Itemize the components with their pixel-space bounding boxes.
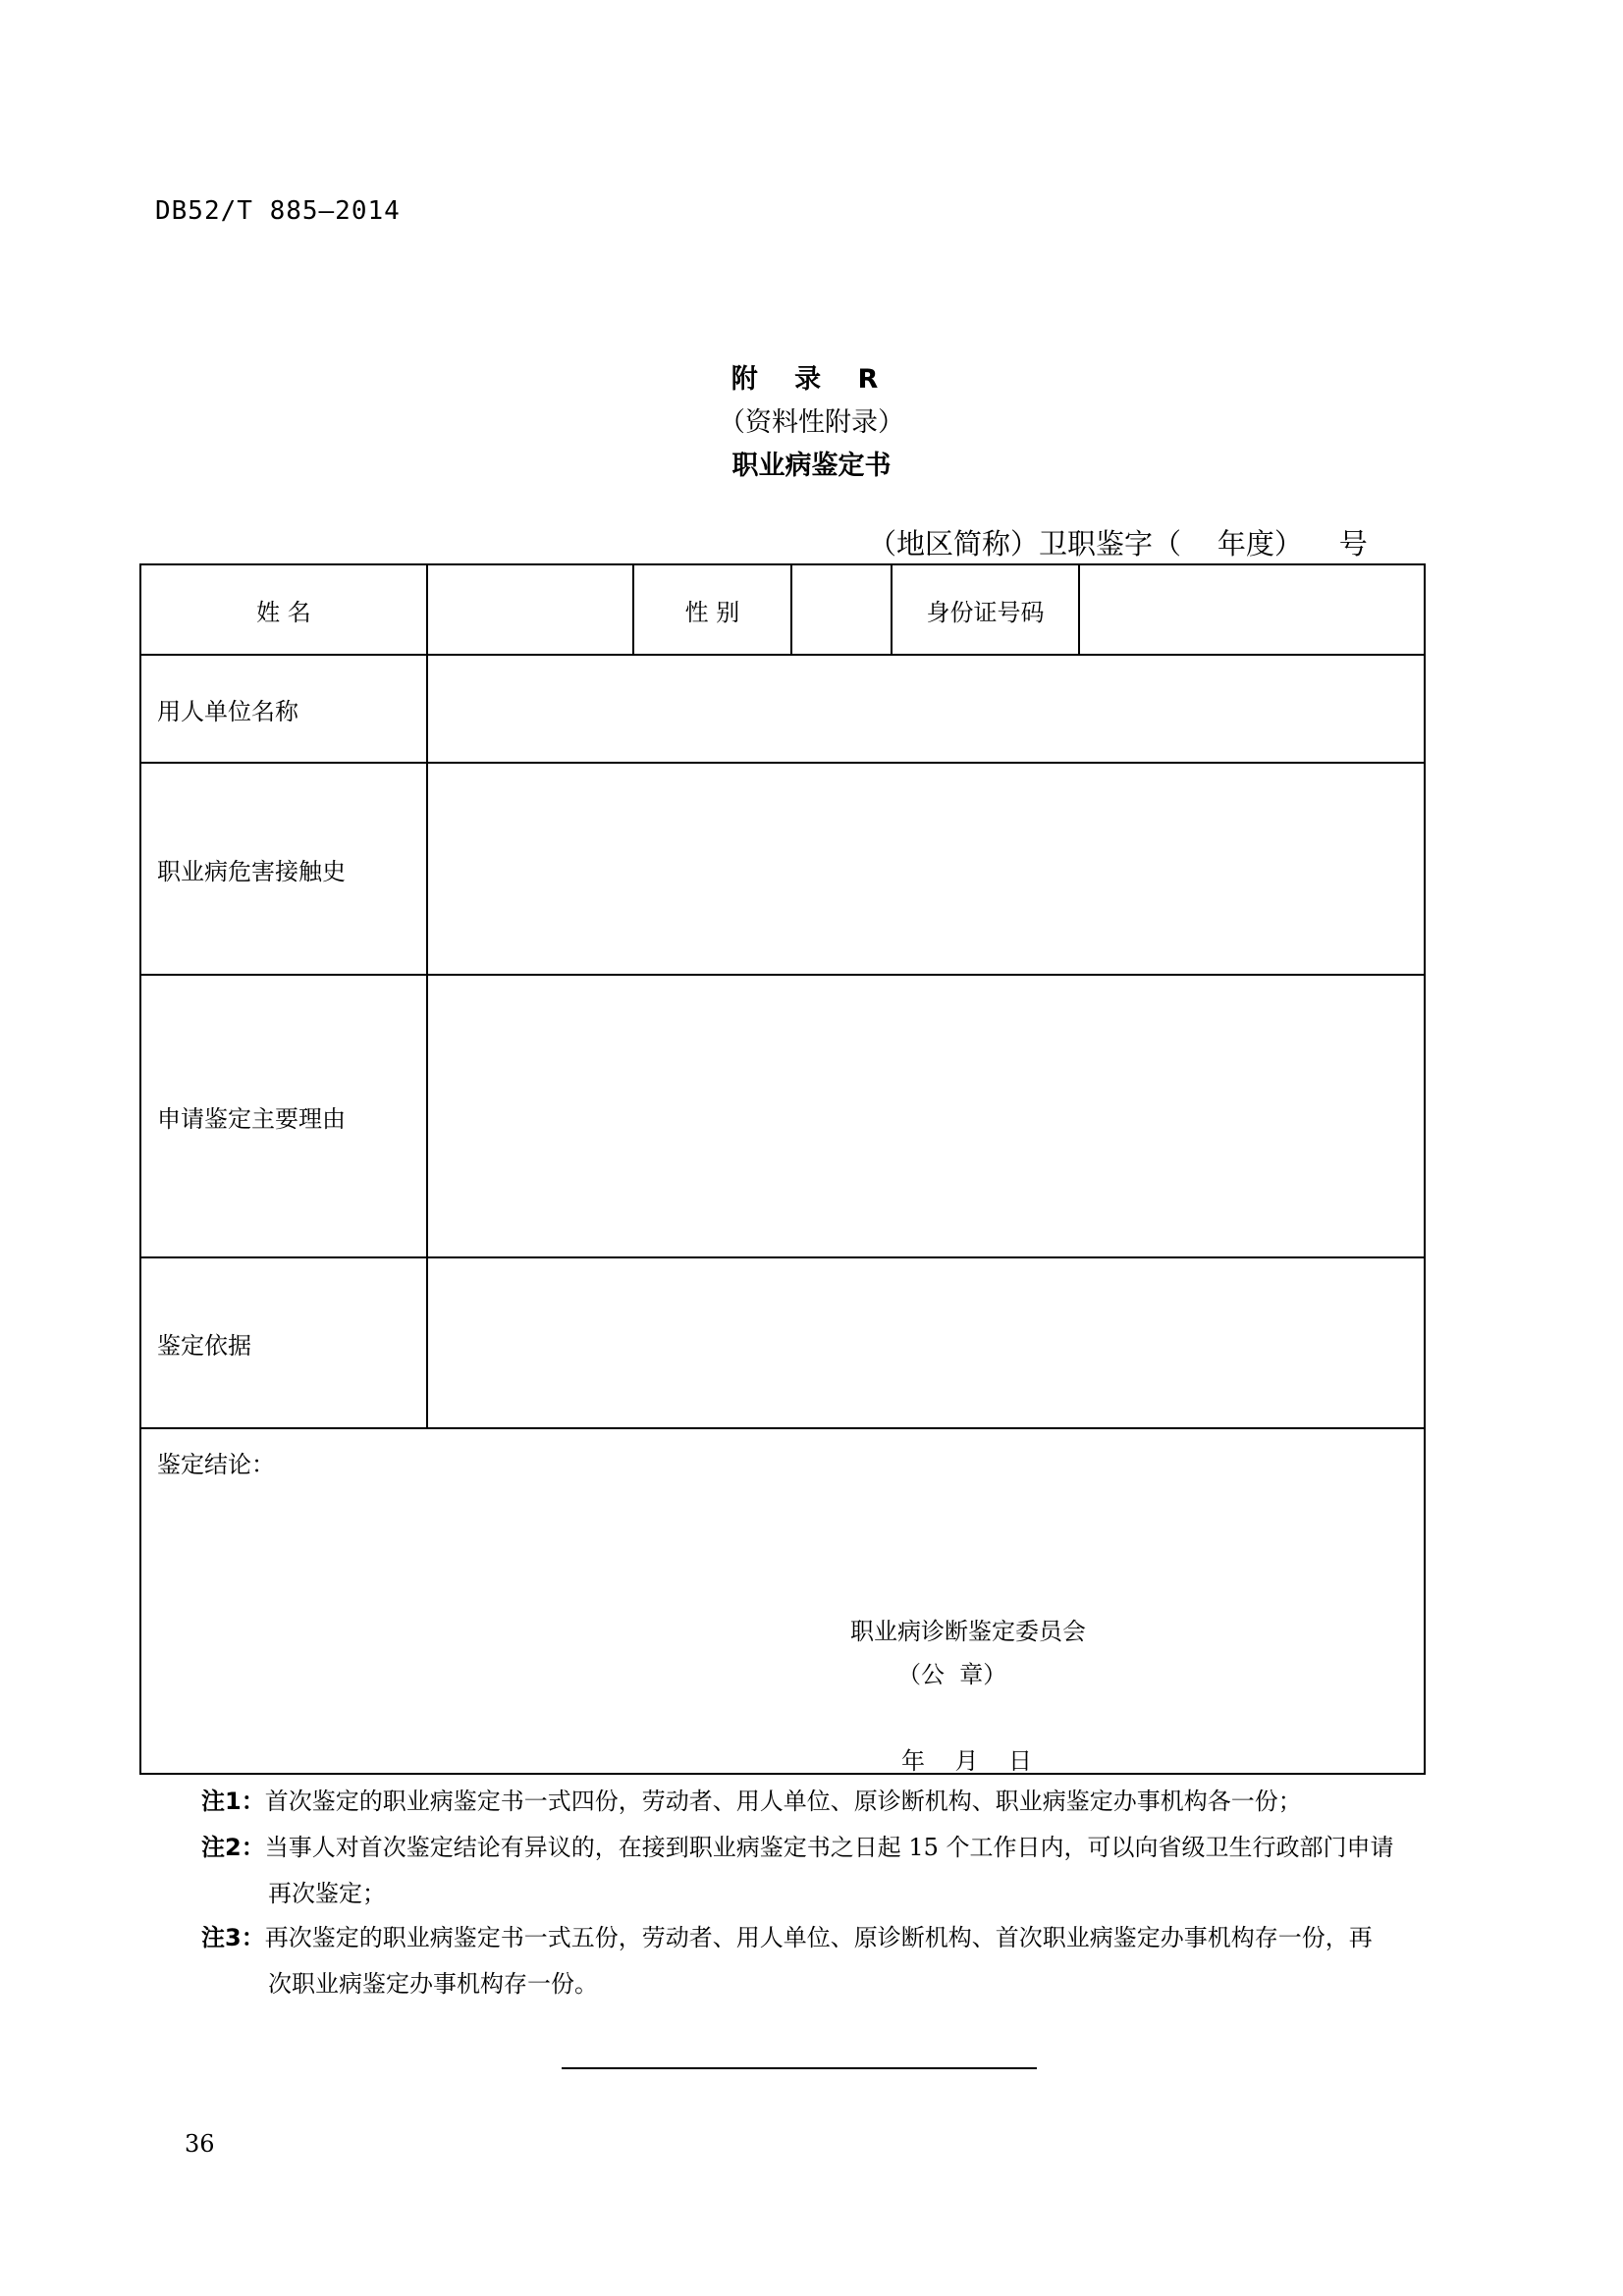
appraisal-form-table (139, 563, 1426, 1775)
note-tag: 注3： (201, 1924, 265, 1951)
name-value-cell[interactable] (427, 564, 633, 655)
note-text-continued: 次职业病鉴定办事机构存一份。 (268, 1970, 598, 1998)
appendix-title: 附 录 R (730, 364, 893, 395)
form-row-reason (140, 975, 1425, 1257)
gender-label: 性 别 (633, 564, 791, 655)
employer-value-cell[interactable] (427, 655, 1425, 763)
gender-value-cell[interactable] (791, 564, 892, 655)
form-row-employer (140, 655, 1425, 763)
note-2 (201, 1825, 1448, 1917)
note-3 (201, 1915, 1448, 2007)
id-number-label: 身份证号码 (892, 564, 1079, 655)
note-1 (201, 1779, 1448, 1825)
document-number: （地区简称）卫职鉴字（ 年度） 号 (868, 527, 1368, 561)
appendix-type: （资料性附录） (719, 407, 904, 438)
conclusion-label: 鉴定结论： (157, 1451, 275, 1478)
appraisal-reason-value-cell[interactable] (427, 975, 1425, 1257)
form-row-exposure (140, 763, 1425, 975)
note-text: 首次鉴定的职业病鉴定书一式四份，劳动者、用人单位、原诊断机构、职业病鉴定办事机构各一份； (264, 1788, 1302, 1815)
official-seal-label: （公 章） (897, 1661, 1007, 1688)
name-label: 姓 名 (140, 564, 427, 655)
id-number-value-cell[interactable] (1079, 564, 1425, 655)
document-title: 职业病鉴定书 (731, 451, 892, 481)
exposure-history-label: 职业病危害接触史 (140, 763, 427, 975)
standard-code: DB52/T 885—2014 (155, 196, 401, 226)
page-number: 36 (185, 2130, 215, 2158)
form-row-identity (140, 564, 1425, 655)
appraisal-basis-value-cell[interactable] (427, 1257, 1425, 1428)
conclusion-cell[interactable] (140, 1428, 1425, 1774)
note-tag: 注1： (201, 1788, 265, 1815)
form-row-basis (140, 1257, 1425, 1428)
exposure-history-value-cell[interactable] (427, 763, 1425, 975)
note-text: 当事人对首次鉴定结论有异议的，在接到职业病鉴定书之日起 15 个工作日内，可以向省级卫生行政部门申请 (264, 1834, 1394, 1861)
note-text-continued: 再次鉴定； (268, 1880, 386, 1907)
note-text: 再次鉴定的职业病鉴定书一式五份，劳动者、用人单位、原诊断机构、首次职业病鉴定办事机构存一份，再 (264, 1924, 1373, 1951)
appraisal-basis-label: 鉴定依据 (140, 1257, 427, 1428)
committee-name: 职业病诊断鉴定委员会 (850, 1618, 1086, 1645)
employer-label: 用人单位名称 (140, 655, 427, 763)
note-tag: 注2： (201, 1834, 265, 1861)
appraisal-reason-label: 申请鉴定主要理由 (140, 975, 427, 1257)
date-line: 年 月 日 (901, 1747, 1033, 1775)
end-rule (562, 2067, 1037, 2069)
form-row-conclusion (140, 1428, 1425, 1774)
